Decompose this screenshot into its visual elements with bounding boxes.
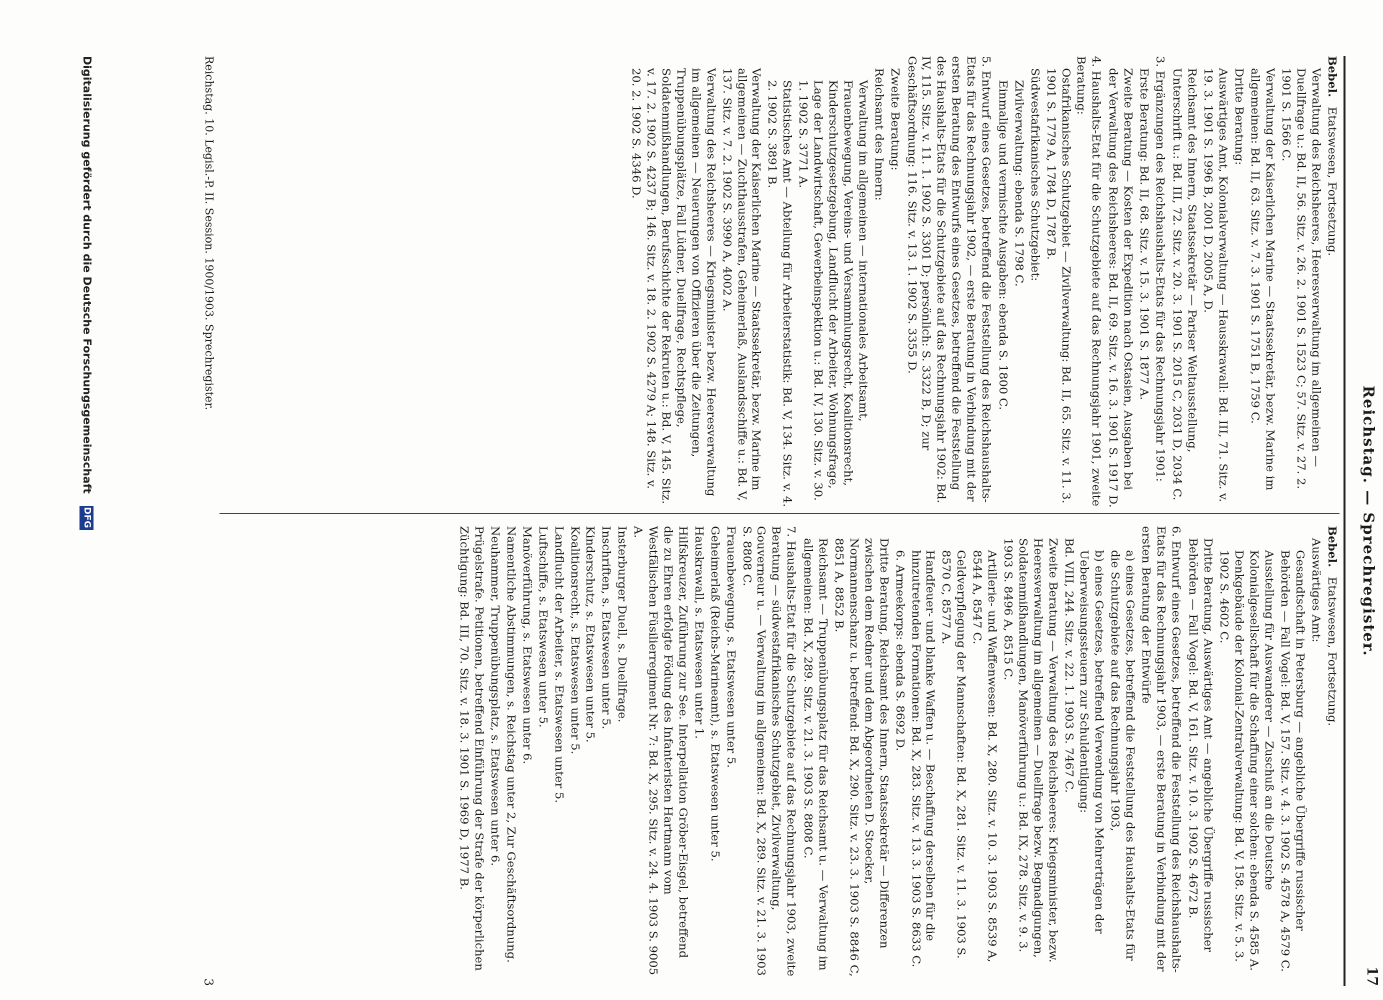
register-line: Reichsamt — Truppenübungsplatz für das Reichsamt u. — Verwaltung im allgemeinen: Bd. X, 289. Sitz. v. 21. 3. 1903 S. 8808 C. [801,538,831,971]
digitization-text: Digitalisierung gefördert durch die Deutsche Forschungsgemeinschaft [80,56,93,494]
register-line: Inschriften, s. Etatswesen unter 5. [599,526,614,730]
register-line: Prügelstrafe. Petitionen, betreffend Einführung der Strafe der körperlichen Züchtigung: Bd. III, 70. Sitz. v. 18. 3. 1901 S. 1969 D, 1977 B. [457,526,487,971]
register-line: b) eines Gesetzes, betreffend Verwendung von Mehrerträgen der Ueberweisungssteuern zur Schuldentilgung: [1077,550,1107,934]
register-line: Kinderschutz, s. Etatswesen unter 5. [583,526,598,743]
entry-text: Etatswesen, Fortsetzung. [1325,576,1339,727]
speaker-entry-left [1324,56,1339,508]
register-line: Insterburger Duell, s. Duellfrage. [615,526,630,723]
register-line: Dritte Beratung, Reichsamt des Innern, Staatssekretär — Differenzen zwischen dem Redner und dem Abgeordneten D. Stoecker, Normannenschanz u. betreffend: Bd. X, 290. Sitz. v. 23. 3. 1903 S. 8846 C, 8851 A, 8852 B. [832,538,891,977]
register-line: Ostafrikanisches Schutzgebiet — Zivilverwaltung: Bd. II, 65. Sitz. v. 11. 3. 1901 S. 1779 A, 1784 D, 1787 B. [1043,68,1073,504]
signature-mark: 3 [201,978,215,986]
register-line: Manöverführung, s. Etatswesen unter 6. [519,526,534,765]
register-line: Südwestafrikanisches Schutzgebiet: [1027,68,1042,282]
register-line: Dritte Beratung: [1231,68,1246,166]
register-line: 3. Ergänzungen des Reichshaushalts-Etats für das Rechnungsjahr 1901: [1153,56,1168,482]
register-line: Denkgebäude der Kolonial-Zentralverwaltung: Bd. V, 158. Sitz. v. 5. 3. 1902 S. 4602 C. [1216,550,1246,962]
footer-imprint: Reichstag. 10. Legisl.-P. II. Session. 1900/1903. Sprechregister. [202,56,215,411]
register-line: Luftschiffe, s. Etatswesen unter 5. [535,526,550,728]
left-column [219,56,1339,508]
register-line: Verwaltung des Reichsheeres — Kriegsminister bezw. Heeresverwaltung im allgemeinen — Neuerungen von Offizieren über die Zeitungen, Truppenübungsplätze, Fall Lüdner, Duellfrage, Rechtspflege, Soldatenmißhandlungen, Berufsschichte der Rekruten u.: Bd. V, 145. Sitz. v. 17. 2. 1902 S. 4237 B; 146. Sitz. v. 18. 2. 1902 S. 4279 A; 148. Sitz. v. 20. 2. 1902 S. 4346 D. [629,68,718,505]
register-line: Frauenbewegung, s. Etatswesen unter 5. [723,526,738,768]
page-footer [191,56,215,986]
register-line: Einmalige und vermischte Ausgaben: ebenda S. 1800 C. [995,80,1010,411]
register-line: Ausstellung für Auswanderer — Zuschuß an die Deutsche Kolonialgesellschaft für die Schaffung einer solchen: ebenda S. 4585 A. [1247,550,1277,971]
register-line: Zweite Beratung — Verwaltung des Reichsheeres: Kriegsminister, bezw. Heeresverwaltung im allgemeinen — Duellfrage bezw. Begnadigungen, Soldatenmißhandlungen, Manöverführung u.: Bd. IX, 278. Sitz. v. 9. 3. 1903 S. 8496 A, 8515 C. [1000,538,1060,963]
page-header [1343,56,1379,986]
register-line: Zweite Beratung: [887,68,902,171]
dfg-logo: DFG [81,507,91,529]
register-line: Hauskrawall, s. Etatswesen unter 1. [691,526,706,739]
register-line: Statistisches Amt — Abteilung für Arbeiterstatistik: Bd. V, 134. Sitz. v. 4. 2. 1902 S. 3891 B. [765,80,795,508]
register-line: Namentliche Abstimmungen, s. Reichstag unter 2, Zur Geschäftsordnung. [503,526,518,963]
register-line: Zivilverwaltung: ebenda S. 1798 C. [1011,80,1026,287]
register-line: Koalitionsrecht, s. Etatswesen unter 5. [567,526,582,755]
page-number: 17 [1363,966,1379,986]
register-line: 4. Haushalts-Etat für die Schutzgebiete auf das Rechnungsjahr 1901, zweite Beratung: [1074,56,1104,507]
register-line: Reichsamt des Innern, Staatssekretär — Pariser Weltausstellung, Unterschrift u.: Bd. III, 72. Sitz. v. 20. 3. 1901 S. 2015 C, 2031 D, 2034 C. [1169,68,1199,501]
register-line: Artillerie- und Waffenwesen: Bd. X, 280. Sitz. v. 10. 3. 1903 S. 8539 A, 8544 A, 8547 C. [970,550,1000,963]
register-line: Geldverpflegung der Mannschaften: Bd. X, 281. Sitz. v. 11. 3. 1903 S. 8570 C, 8577 A. [939,550,969,959]
register-line: Verwaltung des Reichsheeres, Heeresverwaltung im allgemeinen — Duellfrage u.: Bd. II, 56. Sitz. v. 26. 2. 1901 S. 1523 C; 57. Sitz. v. 27. 2. 1901 S. 1566 C. [1279,68,1324,490]
speaker-entry-right [1324,526,1339,978]
register-line: 5. Entwurf eines Gesetzes, betreffend die Feststellung des Reichshaushalts-Etats für das Rechnungsjahr 1902, — erste Beratung in Verbindung mit der ersten Beratung des Entwurfs eines Gesetzes, betreffend die Feststellung des Haushalts-Etats für die Schutzgebiete auf das Rechnungsjahr 1902: Bd. IV, 115. Sitz. v. 11. 1. 1902 S. 3301 D; persönlich: S. 3322 B, D; zur Geschäftsordnung: 116. Sitz. v. 13. 1. 1902 S. 3355 D. [904,56,994,504]
right-column [219,526,1339,978]
register-line: Handfeuer- und blanke Waffen u. — Beschaffung derselben für die hinzutretenden Formationen: Bd. X, 283. Sitz. v. 13. 3. 1903 S. 8633 C. [908,550,938,968]
register-line: Neuhammer, Truppenübungsplatz, s. Etatswesen unter 6. [488,526,503,867]
register-line: Landflucht der Arbeiter, s. Etatswesen unter 5. [551,526,566,804]
digitization-note [73,56,93,986]
register-line: 7. Haushalts-Etat für die Schutzgebiete auf das Rechnungsjahr 1903, zweite Beratung — südwestafrikanisches Schutzgebiet, Zivilverwaltung, Gouverneur u. — Verwaltung im allgemeinen: Bd. X, 289. Sitz. v. 21. 3. 1903 S. 8808 C. [739,526,799,977]
register-line: Verwaltung im allgemeinen — internationales Arbeitsamt, Frauenbewegung, Vereins- und Versammlungsrecht, Koalitionsrecht, Kinderschutzgesetzgebung, Landflucht der Arbeiter, Wohnungsfrage, Lage der Landwirtschaft, Gewerbeinspektion u.: Bd. IV, 130. Sitz. v. 30. 1. 1902 S. 3771 A. [796,80,870,501]
register-line: Geheimerlaß (Reichs-Marineamt), s. Etatswesen unter 5. [707,526,722,862]
register-line: a) eines Gesetzes, betreffend die Feststellung des Haushalts-Etats für die Schutzgebiete auf das Rechnungsjahr 1903, [1108,550,1138,961]
entry-text: Etatswesen, Fortsetzung. [1325,106,1339,257]
register-line: Zweite Beratung — Kosten der Expedition nach Ostasien, Ausgaben bei der Verwaltung des Reichsheeres: Bd. II, 69. Sitz. v. 16. 3. 1901 S. 1917 D. [1106,68,1136,508]
register-line: Gesandtschaft in Petersburg — angebliche Übergriffe russischer Behörden — Fall Vogel: Bd. V, 157. Sitz. v. 4. 3. 1902 S. 4578 A, 4579 C. [1278,550,1308,972]
register-line: 6. Entwurf eines Gesetzes, betreffend die Feststellung des Reichshaushalts-Etats für das Rechnungsjahr 1903, — erste Beratung in Verbindung mit der ersten Beratung der Entwürfe [1139,526,1183,973]
running-head: Reichstag. — Sprechregister. [1359,385,1377,657]
register-line: 6. Armeekorps: ebenda S. 8692 D. [892,550,907,752]
register-line: Hilfskreuzer, Zuführung zur See. Interpellation Gröber-Eisgel, betreffend die zu Ehren erfolgte Födung des Infanteristen Hartmann vom Westfälischen Füsilierregiment Nr. 7: Bd. X, 295. Sitz. v. 24. 4. 1903 S. 9005 A. [631,526,690,976]
register-line: Auswärtiges Amt: [1309,538,1324,643]
speaker-name: Bebel. [1325,526,1339,568]
register-line: Reichsamt des Innern: [871,68,886,201]
register-line: Verwaltung der Kaiserlichen Marine — Staatssekretär, bezw. Marine im allgemeinen — Zuchthausstrafen, Geheimerlaß, Auslandsschiffe u.: Bd. V, 137. Sitz. v. 7. 2. 1902 S. 3990 A, 4002 A. [719,68,764,501]
register-line: Erste Beratung: Bd. II, 68. Sitz. v. 15. 3. 1901 S. 1877 A. [1137,68,1152,401]
speaker-name: Bebel. [1325,56,1339,98]
register-line: Dritte Beratung, Auswärtiges Amt — angebliche Übergriffe russischer Behörden — Fall Vogel: Bd. V, 161. Sitz. v. 10. 3. 1902 S. 4672 B. [1185,538,1215,953]
register-line: Bd. VIII, 244. Sitz. v. 22. 1. 1903 S. 7467 C. [1061,538,1076,793]
register-line: Verwaltung der Kaiserlichen Marine — Staatssekretär, bezw. Marine im allgemeinen: Bd. II, 63. Sitz. v. 7. 3. 1901 S. 1751 B, 1759 C. [1248,68,1278,491]
column-divider [219,513,1339,514]
register-line: Auswärtiges Amt, Kolonialverwaltung — Hausskrawall: Bd. III, 71. Sitz. v. 19. 3. 1901 S. 1996 B, 2001 D, 2005 A, D. [1200,68,1230,503]
